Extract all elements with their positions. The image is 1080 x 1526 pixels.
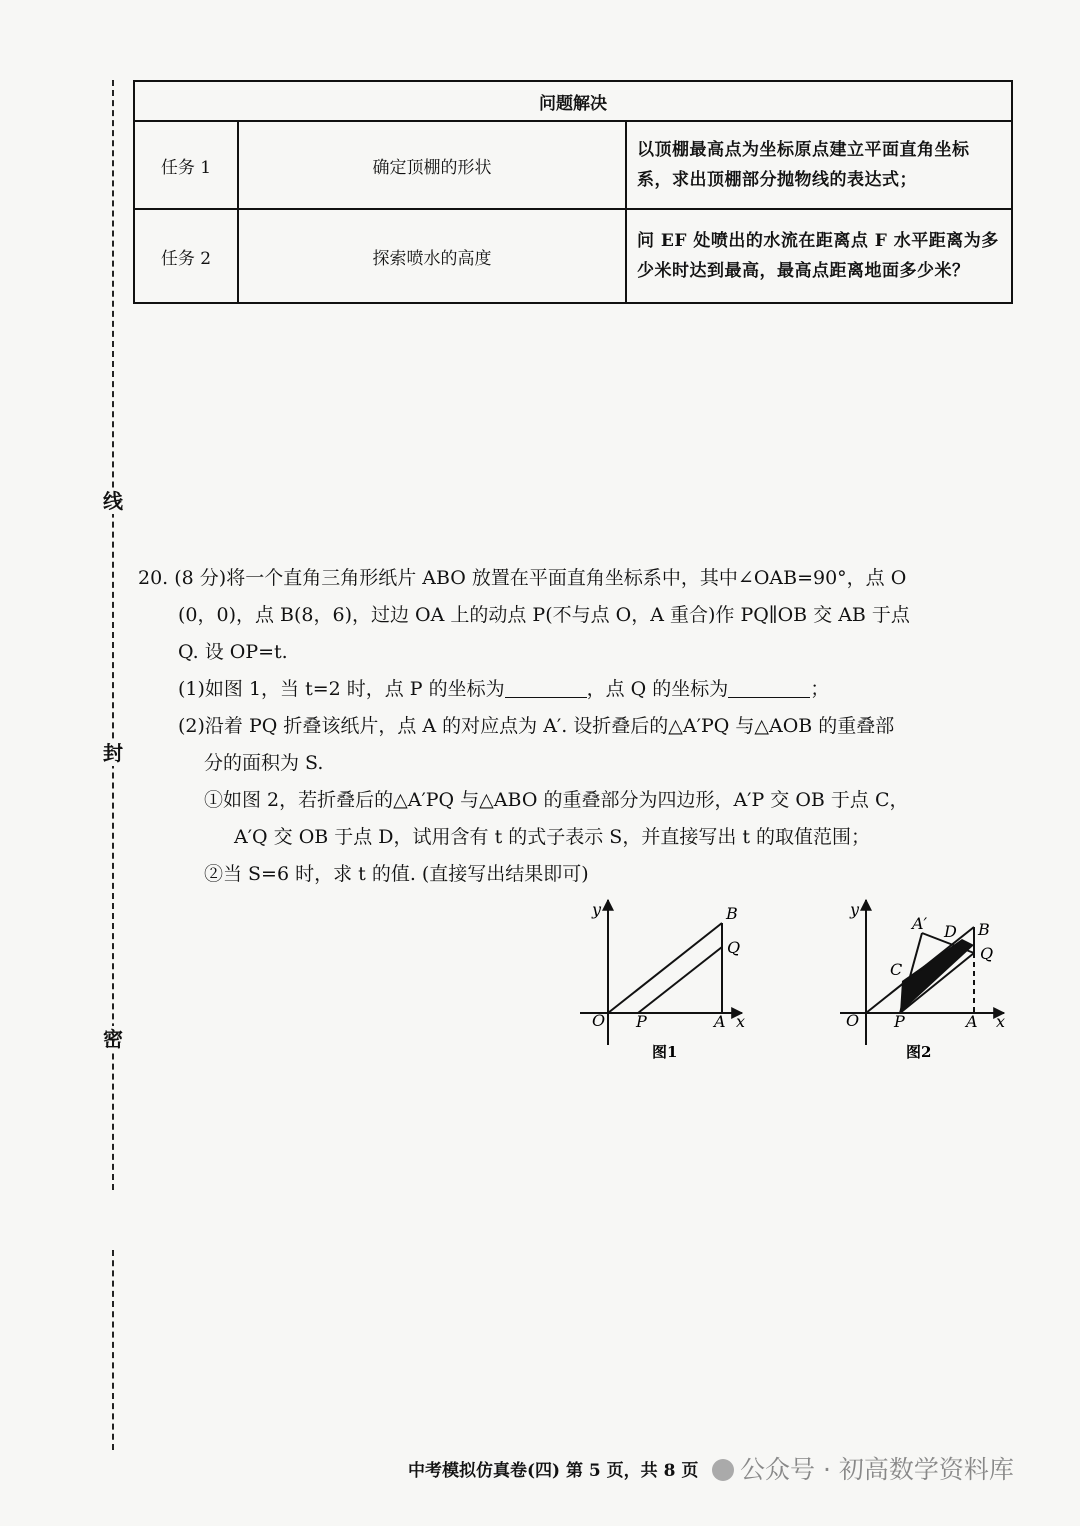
- problem-line: Q. 设 OP=t.: [178, 641, 288, 663]
- table-row: [134, 121, 1012, 209]
- question-2: (2)沿着 PQ 折叠该纸片，点 A 的对应点为 A′. 设折叠后的△A′PQ 与△AOB 的重叠部: [178, 715, 895, 737]
- label-A: A: [966, 1012, 978, 1031]
- task-name: 任务 1: [134, 121, 238, 209]
- question-1: (1)如图 1，当 t=2 时，点 P 的坐标为 ，点 Q 的坐标为 ；: [138, 671, 1018, 708]
- question-2-ii: ②当 S=6 时，求 t 的值. (直接写出结果即可): [204, 863, 589, 885]
- figure-2: [832, 895, 1022, 1070]
- label-y: y: [850, 900, 860, 919]
- label-x: x: [996, 1012, 1006, 1031]
- binding-char-secret: 密: [103, 1027, 123, 1051]
- task-topic: 探索喷水的高度: [238, 209, 626, 303]
- label-Q: Q: [727, 938, 741, 957]
- task-table-header: 问题解决: [134, 81, 1012, 121]
- binding-char-seal: 封: [103, 741, 123, 765]
- figure-1-caption: 图1: [652, 1043, 678, 1061]
- label-P: P: [636, 1012, 647, 1031]
- page-footer: 中考模拟仿真卷(四) 第 5 页，共 8 页: [408, 1461, 699, 1481]
- label-B: B: [726, 904, 738, 923]
- label-C: C: [890, 960, 903, 979]
- label-O: O: [592, 1011, 606, 1030]
- label-A: A: [714, 1012, 726, 1031]
- wechat-icon: [712, 1459, 734, 1481]
- label-O: O: [846, 1011, 860, 1030]
- question-2-i: ①如图 2，若折叠后的△A′PQ 与△ABO 的重叠部分为四边形，A′P 交 OB 于点 C，: [204, 789, 909, 811]
- label-Q: Q: [980, 944, 994, 963]
- figure-1: [570, 895, 770, 1070]
- label-B: B: [978, 920, 990, 939]
- label-P: P: [894, 1012, 905, 1031]
- task-description: 以顶棚最高点为坐标原点建立平面直角坐标系，求出顶棚部分抛物线的表达式；: [626, 121, 1012, 209]
- watermark: [712, 1450, 1014, 1486]
- task-name: 任务 2: [134, 209, 238, 303]
- label-D: D: [944, 922, 957, 941]
- question-2-cont: 分的面积为 S.: [204, 752, 324, 774]
- task-table: [133, 80, 1013, 304]
- binding-dashed-line-lower: [112, 1250, 114, 1450]
- answer-blank-p[interactable]: [505, 675, 587, 698]
- label-y: y: [592, 900, 602, 919]
- figure-2-caption: 图2: [906, 1043, 932, 1061]
- segment-OB: [608, 923, 722, 1013]
- watermark-text: 公众号 · 初高数学资料库: [740, 1455, 1014, 1484]
- binding-dashed-line: [112, 80, 114, 1190]
- problem-line: (0，0)，点 B(8，6)，过边 OA 上的动点 P(不与点 O，A 重合)作 PQ∥OB 交 AB 于点: [178, 604, 910, 626]
- problem-line: 20. (8 分)将一个直角三角形纸片 ABO 放置在平面直角坐标系中，其中∠OAB=90°，点 O: [138, 567, 907, 589]
- answer-blank-q[interactable]: [728, 675, 810, 698]
- binding-char-line: 线: [103, 489, 123, 513]
- question-2-i-cont: A′Q 交 OB 于点 D，试用含有 t 的式子表示 S，并直接写出 t 的取值范围；: [234, 826, 871, 848]
- label-A-prime: A′: [912, 914, 928, 933]
- problem-20: [138, 560, 1018, 893]
- task-topic: 确定顶棚的形状: [238, 121, 626, 209]
- task-description: 问 EF 处喷出的水流在距离点 F 水平距离为多少米时达到最高，最高点距离地面多少米？: [626, 209, 1012, 303]
- table-row: [134, 209, 1012, 303]
- label-x: x: [736, 1012, 746, 1031]
